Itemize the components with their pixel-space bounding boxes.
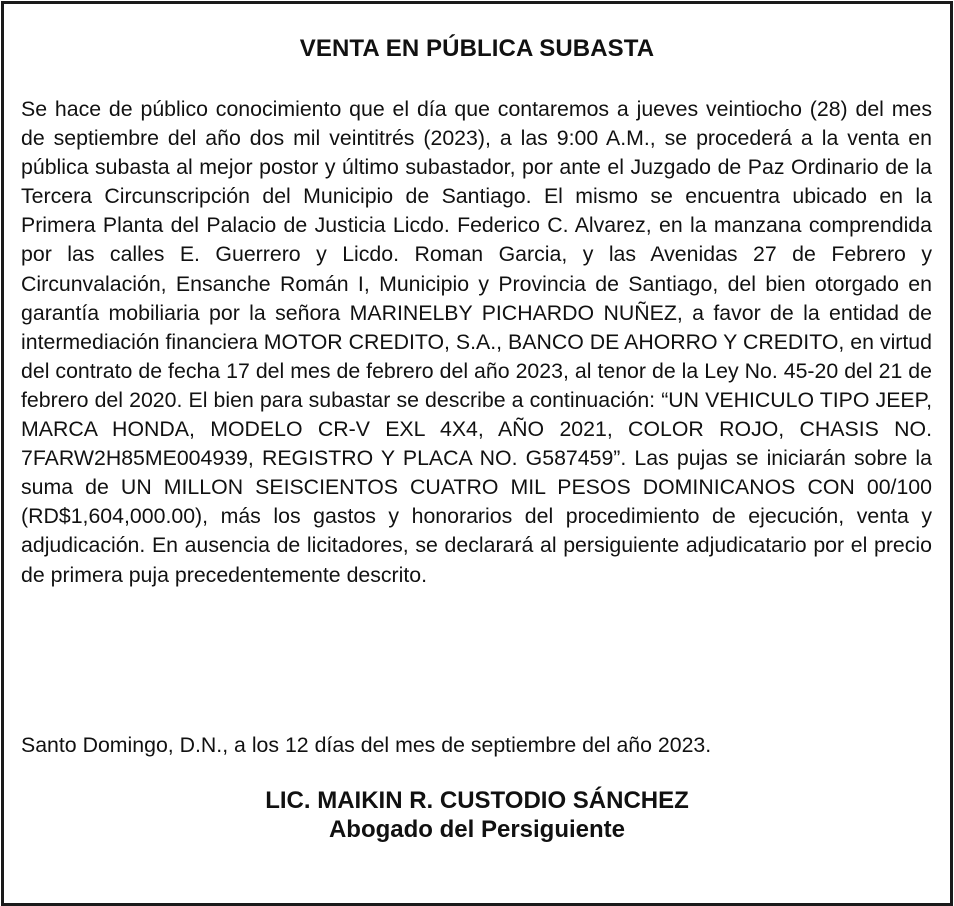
signatory-role: Abogado del Persiguiente [328, 816, 626, 843]
notice-body: Se hace de público conocimiento que el día que contaremos a jueves veintiocho (28) del mes de septiembre del año dos mil veintitrés (2023), a las 9:00 A.M., se procederá a la venta en pública subasta al mejor postor y último subastador, por ante el Juzgado de Paz Ordinario de la Tercera Circunscripción del Municipio de Santiago. El mismo se encuentra ubicado en la Primera Planta del Palacio de Justicia Licdo. Federico C. Alvarez, en la manzana comprendida por las calles E. Guerrero y Licdo. Roman Garcia, y las Avenidas 27 de Febrero y Circunvalación, Ensanche Román I, Municipio y Provincia de Santiago, del bien otorgado en garantía mobiliaria por la señora MARINELBY PICHARDO NUÑEZ, a favor de la entidad de intermediación financiera MOTOR CREDITO, S.A., BANCO DE AHORRO Y CREDITO, en virtud del contrato de fecha 17 del mes de febrero del año 2023, al tenor de la Ley No. 45-20 del 21 de febrero del 2020. El bien para subastar se describe a continuación: “UN VEHICULO TIPO JEEP, MARCA HONDA, MODELO CR-V EXL 4X4, AÑO 2021, COLOR ROJO, CHASIS NO. 7FARW2H85ME004939, REGISTRO Y PLACA NO. G587459”. Las pujas se iniciarán sobre la suma de UN MILLON SEISCIENTOS CUATRO MIL PESOS DOMINICANOS CON 00/100 (RD$1,604,000.00), más los gastos y honorarios del procedimiento de ejecución, venta y adjudicación. En ausencia de licitadores, se declarará al persiguiente adjudicatario por el precio de primera puja precedentemente descrito. [21, 97, 932, 587]
public-auction-notice [1, 1, 953, 906]
signatory-name: LIC. MAIKIN R. CUSTODIO SÁNCHEZ [265, 787, 689, 814]
notice-title: VENTA EN PÚBLICA SUBASTA [299, 35, 655, 62]
notice-date-line: Santo Domingo, D.N., a los 12 días del mes de septiembre del año 2023. [21, 733, 712, 757]
